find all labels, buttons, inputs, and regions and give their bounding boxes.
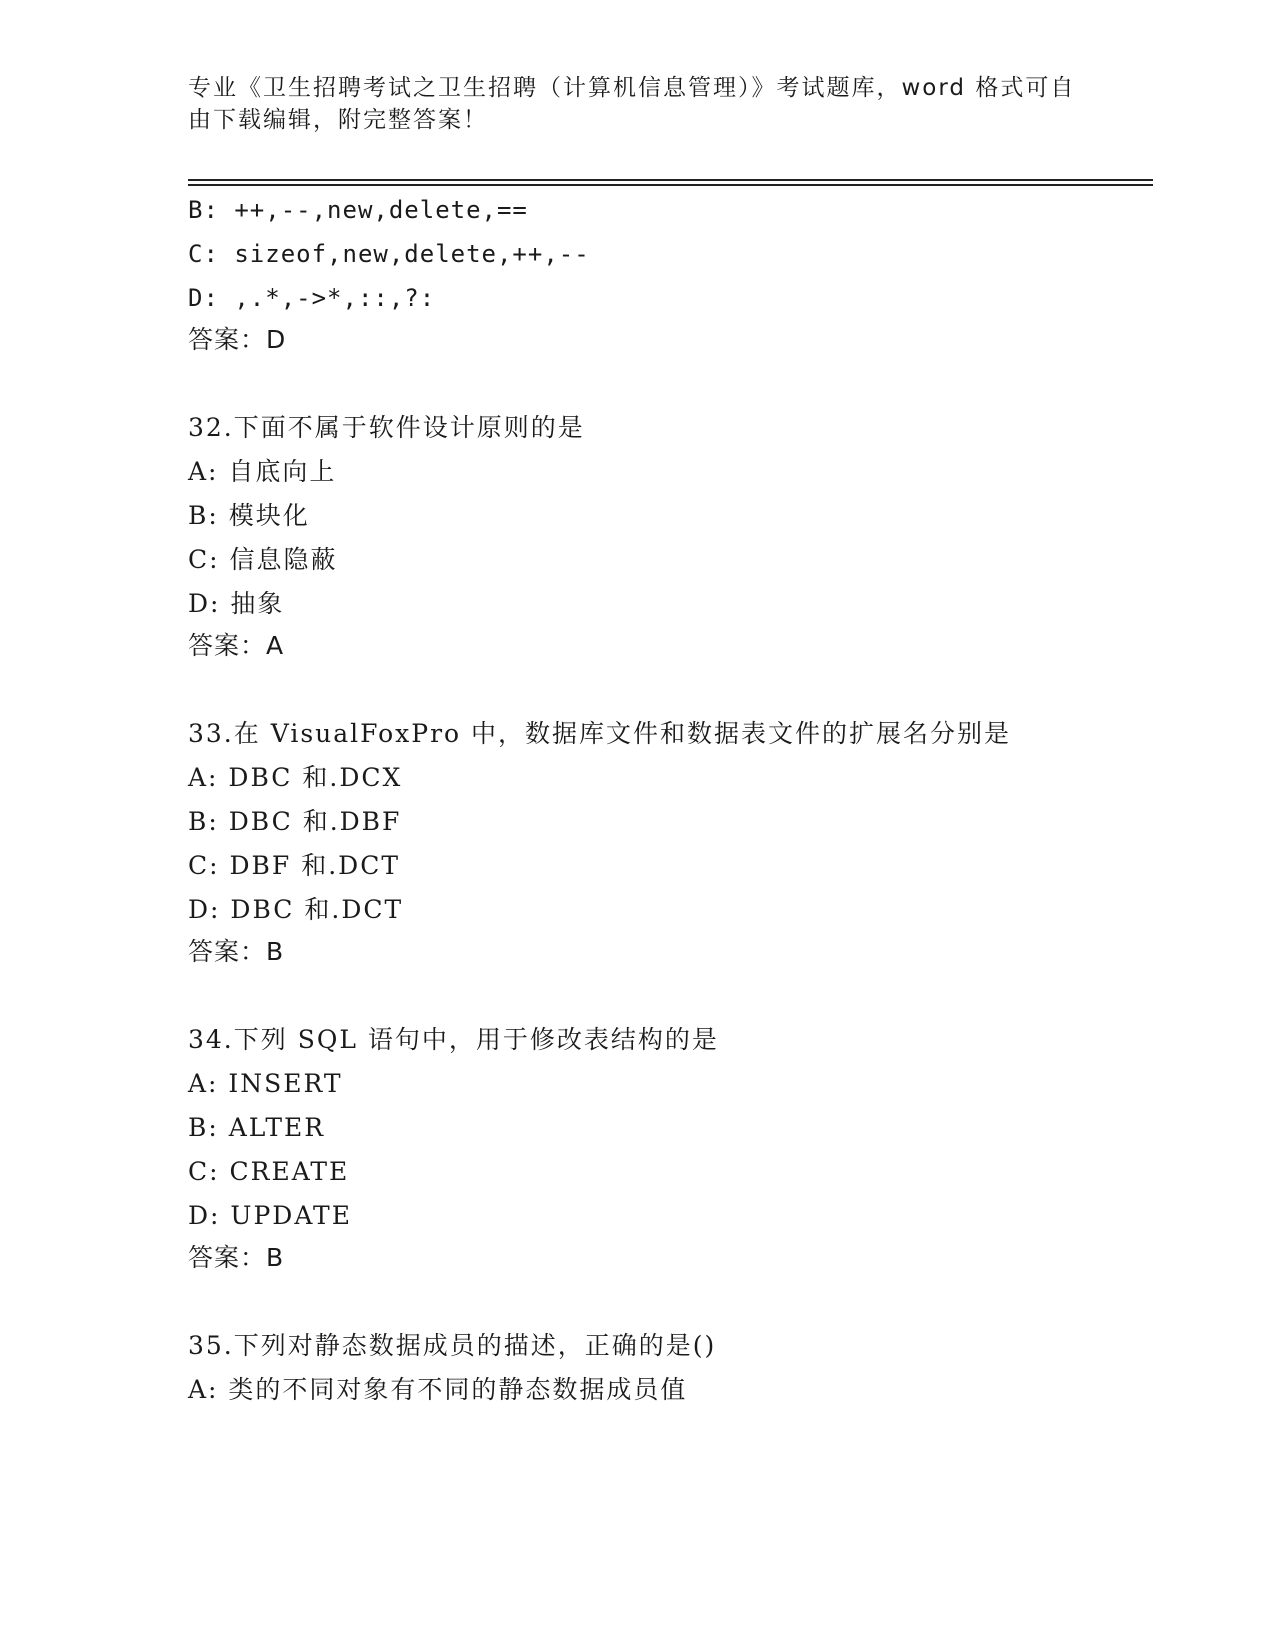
option-a: A: INSERT (188, 1069, 343, 1098)
option-c: C: CREATE (188, 1157, 350, 1186)
answer: 答案：D (188, 325, 287, 354)
header-line-2: 由下载编辑，附完整答案！ (188, 107, 488, 133)
answer: 答案：B (188, 1243, 285, 1272)
option-b: B: DBC 和.DBF (188, 807, 402, 836)
option-c: C: sizeof,new,delete,++,-- (188, 240, 590, 268)
option-c: C: DBF 和.DCT (188, 851, 401, 880)
option-b: B: ALTER (188, 1113, 326, 1142)
option-a: A: DBC 和.DCX (188, 763, 403, 792)
option-d: D: DBC 和.DCT (188, 895, 404, 924)
header-divider-top (188, 179, 1153, 181)
document-header (188, 72, 1088, 136)
option-d: D: UPDATE (188, 1201, 352, 1230)
header-line-1: 专业《卫生招聘考试之卫生招聘（计算机信息管理）》考试题库，word 格式可自 (188, 75, 1076, 101)
question-stem: 32.下面不属于软件设计原则的是 (188, 413, 585, 442)
option-a: A: 类的不同对象有不同的静态数据成员值 (188, 1375, 688, 1404)
option-d: D: ,.*,->*,::,?: (188, 284, 436, 312)
option-b: B: 模块化 (188, 501, 310, 530)
answer: 答案：A (188, 631, 285, 660)
answer: 答案：B (188, 937, 285, 966)
question-stem: 33.在 VisualFoxPro 中，数据库文件和数据表文件的扩展名分别是 (188, 719, 1012, 748)
option-d: D: 抽象 (188, 589, 285, 618)
header-divider-bottom (188, 184, 1153, 186)
option-b: B: ++,--,new,delete,== (188, 196, 528, 224)
option-a: A: 自底向上 (188, 457, 337, 486)
option-c: C: 信息隐蔽 (188, 545, 338, 574)
question-stem: 35.下列对静态数据成员的描述，正确的是() (188, 1331, 717, 1360)
question-stem: 34.下列 SQL 语句中，用于修改表结构的是 (188, 1025, 719, 1054)
